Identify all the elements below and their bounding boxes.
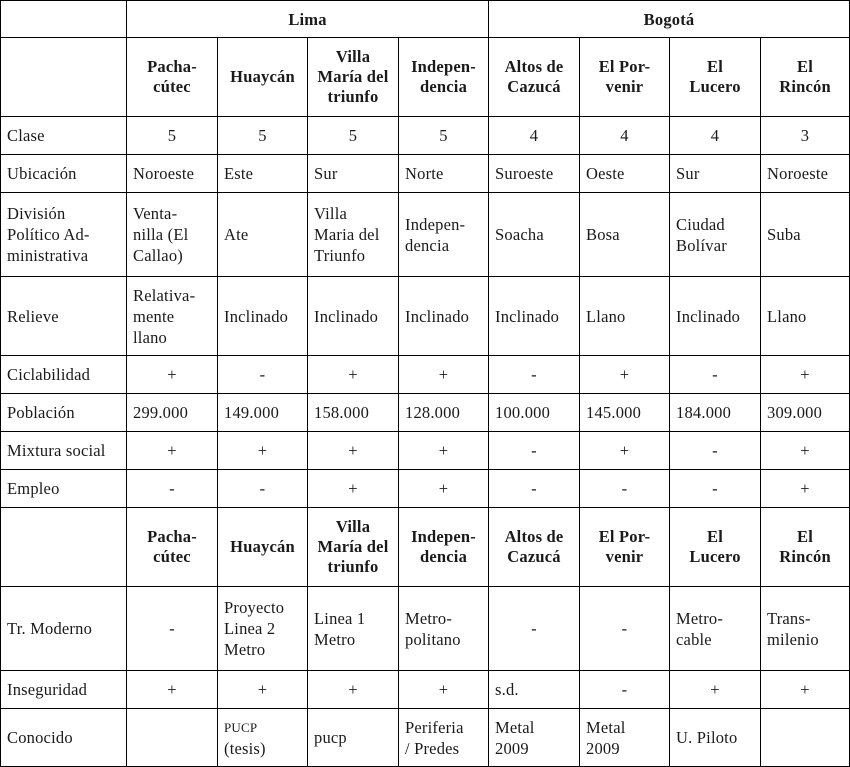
district-header: Altos de Cazucá (489, 38, 580, 117)
table-cell: + (308, 671, 399, 709)
table-cell: 5 (399, 117, 489, 155)
district-header-row-repeat (1, 508, 850, 587)
table-cell: - (580, 470, 670, 508)
table-cell: PUCP (tesis) (218, 709, 308, 767)
table-cell: Proyecto Linea 2 Metro (218, 587, 308, 671)
district-header: El Rincón (761, 508, 850, 587)
table-cell: - (489, 356, 580, 394)
table-cell: + (761, 470, 850, 508)
row-label: Mixtura social (1, 432, 127, 470)
table-cell: Suba (761, 193, 850, 277)
table-cell: Metro- politano (399, 587, 489, 671)
table-cell: 309.000 (761, 394, 850, 432)
table-cell: Inclinado (308, 277, 399, 356)
table-row-poblacion (1, 394, 850, 432)
table-cell: - (670, 470, 761, 508)
table-cell: - (580, 671, 670, 709)
table-cell: 149.000 (218, 394, 308, 432)
row-label: Clase (1, 117, 127, 155)
table-cell: Este (218, 155, 308, 193)
row-label: Inseguridad (1, 671, 127, 709)
table-cell: + (399, 671, 489, 709)
table-cell: - (489, 587, 580, 671)
table-cell: + (580, 356, 670, 394)
district-header: Indepen- dencia (399, 38, 489, 117)
table-cell: Soacha (489, 193, 580, 277)
district-header: El Por- venir (580, 508, 670, 587)
table-cell: - (489, 432, 580, 470)
district-header: Villa María del triunfo (308, 38, 399, 117)
table-cell: 158.000 (308, 394, 399, 432)
district-header: Pacha- cútec (127, 38, 218, 117)
table-cell: Llano (761, 277, 850, 356)
table-row-division (1, 193, 850, 277)
table-cell: Inclinado (399, 277, 489, 356)
table-cell: Bosa (580, 193, 670, 277)
table-cell: 4 (580, 117, 670, 155)
table-row-mixtura (1, 432, 850, 470)
district-header: El Por- venir (580, 38, 670, 117)
corner-cell (1, 1, 127, 38)
table-cell: Relativa- mente llano (127, 277, 218, 356)
table-cell: Periferia / Predes (399, 709, 489, 767)
header-label-cell (1, 38, 127, 117)
table-cell: + (399, 432, 489, 470)
row-label: Relieve (1, 277, 127, 356)
district-header: Pacha- cútec (127, 508, 218, 587)
table-cell (761, 709, 850, 767)
city-lima: Lima (127, 1, 489, 38)
district-header: Indepen- dencia (399, 508, 489, 587)
table-cell: Metro- cable (670, 587, 761, 671)
table-row-conocido (1, 709, 850, 767)
district-header-row (1, 38, 850, 117)
table-cell: 299.000 (127, 394, 218, 432)
table-row-relieve (1, 277, 850, 356)
table-cell: - (218, 356, 308, 394)
table-row-ciclabilidad (1, 356, 850, 394)
table-cell: Sur (308, 155, 399, 193)
table-cell: Noroeste (761, 155, 850, 193)
row-label: División Político Ad- ministrativa (1, 193, 127, 277)
table-cell: Ciudad Bolívar (670, 193, 761, 277)
district-header: Huaycán (218, 38, 308, 117)
table-cell: - (670, 432, 761, 470)
table-cell: 4 (670, 117, 761, 155)
district-header: El Rincón (761, 38, 850, 117)
table-cell: + (580, 432, 670, 470)
row-label: Ubicación (1, 155, 127, 193)
table-cell: - (218, 470, 308, 508)
table-cell: s.d. (489, 671, 580, 709)
district-header: El Lucero (670, 38, 761, 117)
table-cell: + (127, 356, 218, 394)
table-cell: Venta- nilla (El Callao) (127, 193, 218, 277)
table-cell: Noroeste (127, 155, 218, 193)
table-cell: - (127, 587, 218, 671)
table-row-inseguridad (1, 671, 850, 709)
table-cell: + (399, 356, 489, 394)
table-cell: - (489, 470, 580, 508)
table-cell: + (308, 356, 399, 394)
city-bogota: Bogotá (489, 1, 850, 38)
row-label: Población (1, 394, 127, 432)
row-label: Conocido (1, 709, 127, 767)
table-cell: + (127, 432, 218, 470)
table-cell: Villa Maria del Triunfo (308, 193, 399, 277)
table-cell: - (670, 356, 761, 394)
table-cell: + (761, 356, 850, 394)
district-header: El Lucero (670, 508, 761, 587)
row-label: Empleo (1, 470, 127, 508)
table-cell: 5 (218, 117, 308, 155)
table-cell: - (580, 587, 670, 671)
table-row-ubicacion (1, 155, 850, 193)
city-header-row (1, 1, 850, 38)
table-cell: + (308, 432, 399, 470)
table-cell: 100.000 (489, 394, 580, 432)
header-label-cell (1, 508, 127, 587)
table-cell: - (127, 470, 218, 508)
table-cell: Inclinado (218, 277, 308, 356)
table-cell: Indepen- dencia (399, 193, 489, 277)
table-cell: + (218, 671, 308, 709)
table-row-clase (1, 117, 850, 155)
table-cell: + (218, 432, 308, 470)
table-cell: 5 (127, 117, 218, 155)
table-cell: 128.000 (399, 394, 489, 432)
table-cell: + (127, 671, 218, 709)
table-cell: 3 (761, 117, 850, 155)
district-header: Huaycán (218, 508, 308, 587)
table-cell: 4 (489, 117, 580, 155)
table-cell: Norte (399, 155, 489, 193)
table-row-trmoderno (1, 587, 850, 671)
table-cell: + (670, 671, 761, 709)
table-cell: Linea 1 Metro (308, 587, 399, 671)
table-cell: Sur (670, 155, 761, 193)
table-cell: pucp (308, 709, 399, 767)
table-cell: + (399, 470, 489, 508)
table-cell (127, 709, 218, 767)
table-cell: Inclinado (489, 277, 580, 356)
table-cell: 5 (308, 117, 399, 155)
table-cell: Trans- milenio (761, 587, 850, 671)
table-cell: + (308, 470, 399, 508)
table-cell: Inclinado (670, 277, 761, 356)
table-row-empleo (1, 470, 850, 508)
table-cell: Llano (580, 277, 670, 356)
table-cell: 145.000 (580, 394, 670, 432)
row-label: Ciclabilidad (1, 356, 127, 394)
table-cell: + (761, 671, 850, 709)
district-header: Altos de Cazucá (489, 508, 580, 587)
table-cell: U. Piloto (670, 709, 761, 767)
table-cell: + (761, 432, 850, 470)
row-label: Tr. Moderno (1, 587, 127, 671)
table-cell: Oeste (580, 155, 670, 193)
table-cell: Ate (218, 193, 308, 277)
table-cell: Metal 2009 (580, 709, 670, 767)
table-cell: Suroeste (489, 155, 580, 193)
table-cell: Metal 2009 (489, 709, 580, 767)
table-cell: 184.000 (670, 394, 761, 432)
district-header: Villa María del triunfo (308, 508, 399, 587)
